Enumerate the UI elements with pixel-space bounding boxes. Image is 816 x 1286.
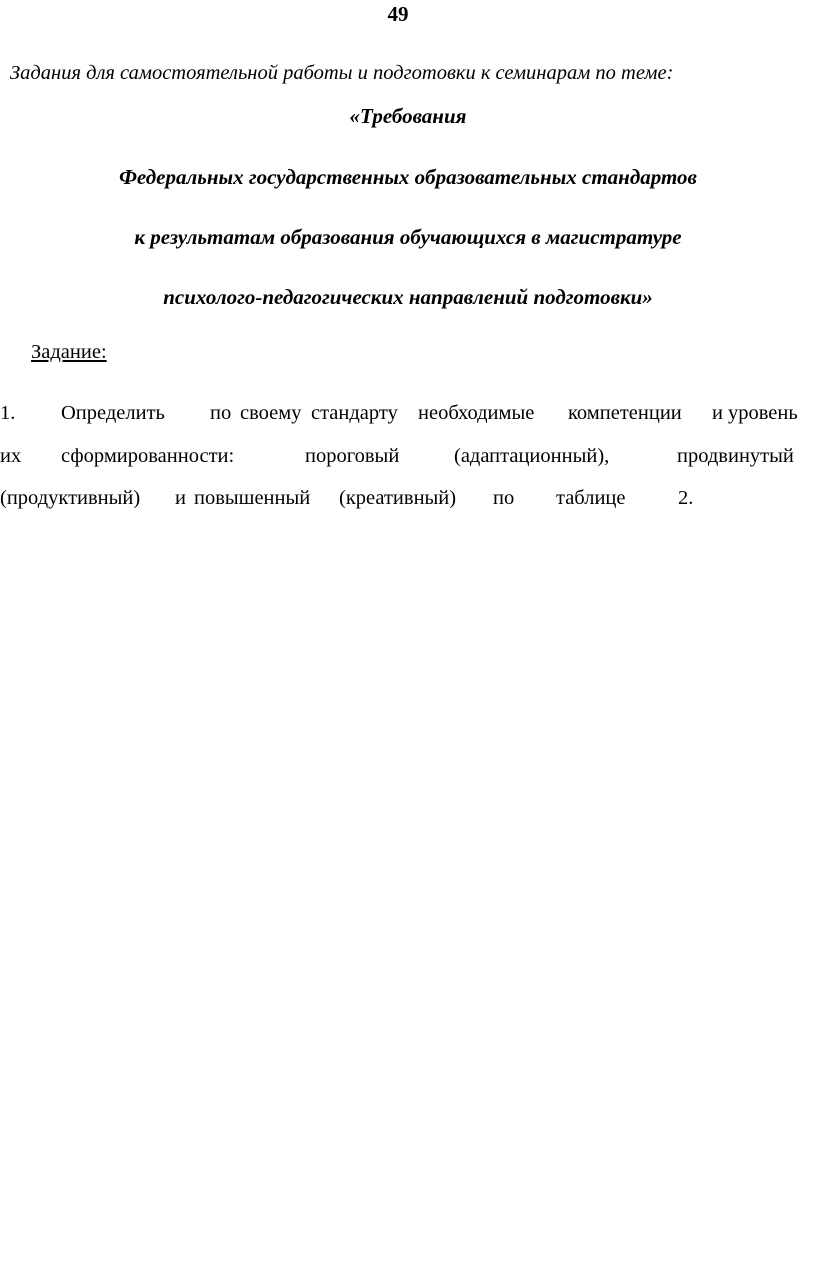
title-line-2: Федеральных государственных образовательных стандартов [119,165,697,189]
task-word: таблице [556,487,626,509]
task-item-number: 1. [0,402,16,424]
task-word: и [712,402,723,424]
task-word: по [210,402,232,424]
task-word: сформированности: [61,445,235,467]
task-heading: Задание: [31,341,107,363]
task-word: стандарту [311,402,398,424]
title-line-4: психолого-педагогических направлений подготовки» [163,285,653,309]
task-word: 2. [678,487,694,509]
task-word: и [175,487,186,509]
title-line-3: к результатам образования обучающихся в магистратуре [134,225,682,249]
task-word: (адаптационный), [454,445,610,467]
task-word: продвинутый [677,445,794,467]
task-word: пороговый [305,445,400,467]
page-number: 49 [387,2,409,26]
task-word: необходимые [418,402,535,424]
task-word: Определить [61,402,165,424]
task-word: компетенции [568,402,682,424]
task-word: уровень [728,402,798,424]
task-word: (продуктивный) [0,487,141,509]
title-line-1: «Требования [349,104,467,128]
intro-text: Задания для самостоятельной работы и подготовки к семинарам по теме: [10,62,674,84]
task-word: (креативный) [339,487,457,509]
task-word: их [0,445,22,467]
task-word: по [493,487,515,509]
task-word: своему [240,402,302,424]
task-word: повышенный [194,487,311,509]
